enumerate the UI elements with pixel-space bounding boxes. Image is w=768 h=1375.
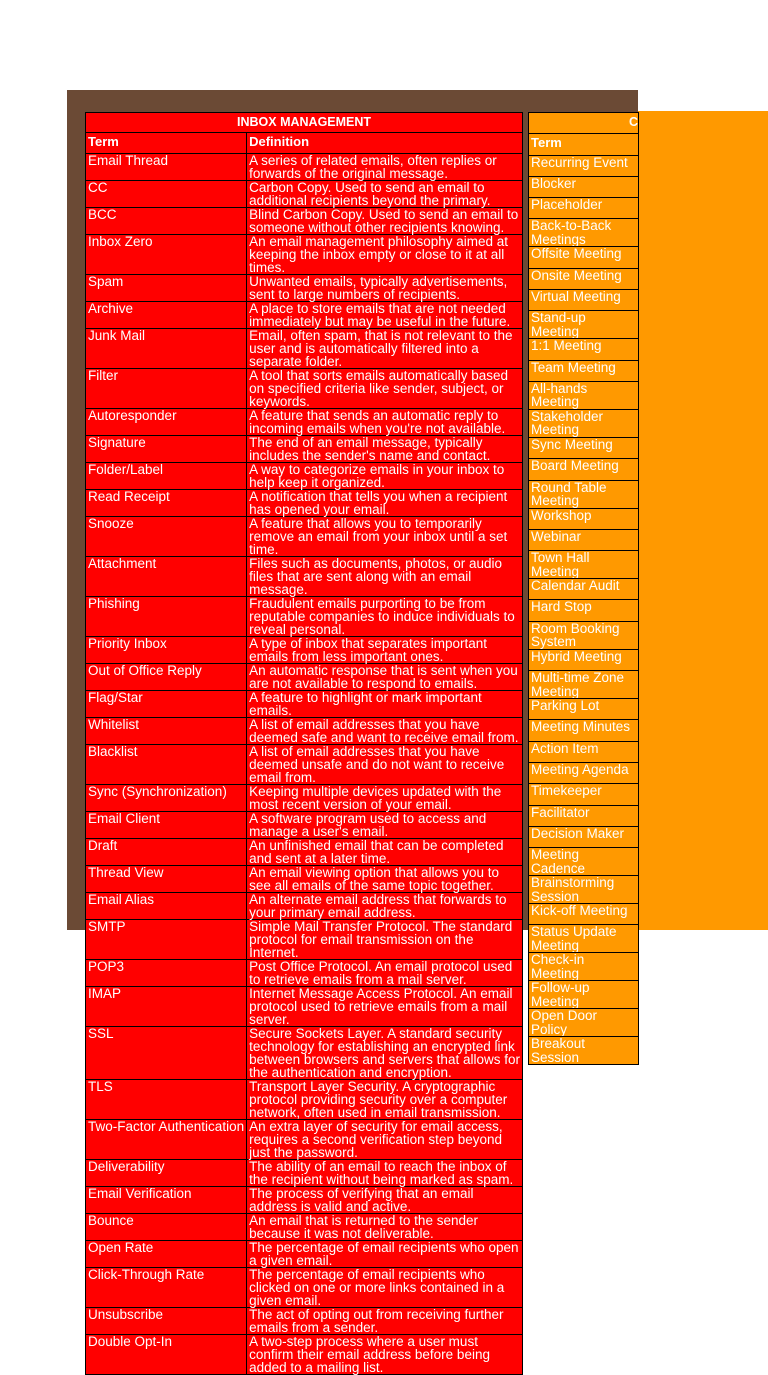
- term-cell: Bounce: [86, 1214, 247, 1241]
- meeting-term-cell: Calendar Audit: [529, 579, 639, 600]
- meeting-term-cell: Brainstorming Session: [529, 876, 639, 904]
- table-row: [86, 785, 523, 812]
- term-cell: Out of Office Reply: [86, 664, 247, 691]
- table-row: [529, 529, 639, 550]
- meeting-term-cell: Hybrid Meeting: [529, 649, 639, 670]
- table-row: [86, 1308, 523, 1335]
- meeting-term-cell: Stakeholder Meeting: [529, 409, 639, 437]
- meeting-term-cell: Sync Meeting: [529, 437, 639, 458]
- meeting-term-cell: Team Meeting: [529, 360, 639, 381]
- meeting-term-cell: All-hands Meeting: [529, 381, 639, 409]
- table-row: [529, 720, 639, 741]
- table-row: [529, 155, 639, 176]
- table-row: [529, 409, 639, 437]
- term-column-header: Term: [86, 133, 247, 154]
- table-row: [86, 597, 523, 637]
- table-row: [529, 784, 639, 805]
- definition-cell: Secure Sockets Layer. A standard security technology for establishing an encrypted link between browsers and servers that allows for the authentication and encryption.: [247, 1027, 523, 1080]
- table-row: [86, 987, 523, 1027]
- table-row: [86, 960, 523, 987]
- table-row: [86, 275, 523, 302]
- table-row: [529, 1037, 639, 1065]
- definition-cell: A tool that sorts emails automatically based on specified criteria like sender, subject, or keywords.: [247, 369, 523, 409]
- meeting-term-cell: Webinar: [529, 529, 639, 550]
- table-row: [529, 671, 639, 699]
- meeting-term-cell: Check-in Meeting: [529, 953, 639, 981]
- table-row: [86, 691, 523, 718]
- meeting-term-cell: Decision Maker: [529, 826, 639, 847]
- table-row: [529, 381, 639, 409]
- term-cell: IMAP: [86, 987, 247, 1027]
- definition-cell: A two-step process where a user must confirm their email address before being added to a mailing list.: [247, 1335, 523, 1375]
- table-row: [86, 866, 523, 893]
- table-row: [529, 621, 639, 649]
- definition-cell: Transport Layer Security. A cryptographic protocol providing security over a computer network, often used in email transmission.: [247, 1080, 523, 1120]
- term-cell: Draft: [86, 839, 247, 866]
- term-cell: Thread View: [86, 866, 247, 893]
- table-row: [86, 490, 523, 517]
- definition-cell: A feature that sends an automatic reply to incoming emails when you're not available.: [247, 409, 523, 436]
- definition-cell: Post Office Protocol. An email protocol used to retrieve emails from a mail server.: [247, 960, 523, 987]
- term-cell: Snooze: [86, 517, 247, 557]
- term-cell: SMTP: [86, 920, 247, 960]
- definition-cell: Files such as documents, photos, or audio files that are sent along with an email message.: [247, 557, 523, 597]
- term-cell: TLS: [86, 1080, 247, 1120]
- table-row: [86, 1187, 523, 1214]
- definition-cell: The act of opting out from receiving further emails from a sender.: [247, 1308, 523, 1335]
- definition-cell: An unfinished email that can be completed and sent at a later time.: [247, 839, 523, 866]
- table-row: [529, 198, 639, 219]
- definition-cell: A way to categorize emails in your inbox to help keep it organized.: [247, 463, 523, 490]
- meeting-term-cell: Room Booking System: [529, 621, 639, 649]
- table-row: [86, 1120, 523, 1160]
- table-row: [529, 876, 639, 904]
- meetings-term-column-header: Term: [529, 134, 639, 155]
- table-row: [529, 826, 639, 847]
- definition-cell: The end of an email message, typically includes the sender's name and contact.: [247, 436, 523, 463]
- term-cell: Sync (Synchronization): [86, 785, 247, 812]
- table-row: [529, 762, 639, 783]
- table-row: [529, 649, 639, 670]
- table-row: [86, 839, 523, 866]
- meeting-term-cell: Parking Lot: [529, 699, 639, 720]
- table-row: [529, 360, 639, 381]
- term-cell: Deliverability: [86, 1160, 247, 1187]
- definition-cell: A type of inbox that separates important emails from less important ones.: [247, 637, 523, 664]
- term-cell: Folder/Label: [86, 463, 247, 490]
- table-row: [529, 339, 639, 360]
- table-row: [86, 1027, 523, 1080]
- meeting-term-cell: Facilitator: [529, 805, 639, 826]
- table-row: [86, 893, 523, 920]
- meeting-term-cell: Board Meeting: [529, 459, 639, 480]
- table-row: [86, 1241, 523, 1268]
- definition-cell: A list of email addresses that you have deemed unsafe and do not want to receive email from.: [247, 745, 523, 785]
- table-row: [86, 154, 523, 181]
- table-row: [86, 1160, 523, 1187]
- definition-cell: A notification that tells you when a recipient has opened your email.: [247, 490, 523, 517]
- term-cell: Signature: [86, 436, 247, 463]
- definition-cell: Carbon Copy. Used to send an email to additional recipients beyond the primary.: [247, 181, 523, 208]
- table-row: [529, 268, 639, 289]
- table-row: [86, 369, 523, 409]
- term-cell: Spam: [86, 275, 247, 302]
- meetings-table-title: C: [529, 113, 639, 134]
- term-cell: Attachment: [86, 557, 247, 597]
- meeting-term-cell: 1:1 Meeting: [529, 339, 639, 360]
- table-row: [529, 290, 639, 311]
- definition-cell: Unwanted emails, typically advertisements, sent to large numbers of recipients.: [247, 275, 523, 302]
- term-cell: Click-Through Rate: [86, 1268, 247, 1308]
- term-cell: Open Rate: [86, 1241, 247, 1268]
- definition-cell: Blind Carbon Copy. Used to send an email to someone without other recipients knowing.: [247, 208, 523, 235]
- table-row: [529, 981, 639, 1009]
- table-row: [529, 176, 639, 197]
- table-row: [529, 311, 639, 339]
- term-cell: SSL: [86, 1027, 247, 1080]
- table-row: [86, 235, 523, 275]
- definition-cell: An automatic response that is sent when you are not available to respond to emails.: [247, 664, 523, 691]
- term-cell: Archive: [86, 302, 247, 329]
- definition-cell: An email that is returned to the sender because it was not deliverable.: [247, 1214, 523, 1241]
- meeting-term-cell: Hard Stop: [529, 600, 639, 621]
- table-row: [86, 329, 523, 369]
- term-cell: Inbox Zero: [86, 235, 247, 275]
- table-row: [529, 741, 639, 762]
- term-cell: Phishing: [86, 597, 247, 637]
- definition-cell: The percentage of email recipients who open a given email.: [247, 1241, 523, 1268]
- table-row: [529, 437, 639, 458]
- definition-cell: An email management philosophy aimed at keeping the inbox empty or close to it at all times.: [247, 235, 523, 275]
- meeting-term-cell: Back-to-Back Meetings: [529, 219, 639, 247]
- definition-cell: An alternate email address that forwards to your primary email address.: [247, 893, 523, 920]
- table-row: [529, 699, 639, 720]
- definition-cell: The percentage of email recipients who clicked on one or more links contained in a given email.: [247, 1268, 523, 1308]
- meeting-term-cell: Offsite Meeting: [529, 247, 639, 268]
- calendar-panel-background: [638, 111, 768, 930]
- definition-cell: Email, often spam, that is not relevant to the user and is automatically filtered into a separate folder.: [247, 329, 523, 369]
- definition-cell: Keeping multiple devices updated with the most recent version of your email.: [247, 785, 523, 812]
- meeting-term-cell: Meeting Agenda: [529, 762, 639, 783]
- table-row: [86, 812, 523, 839]
- definition-cell: A series of related emails, often replies or forwards of the original message.: [247, 154, 523, 181]
- meetings-table: [528, 112, 639, 1065]
- table-row: [529, 925, 639, 953]
- table-row: [86, 409, 523, 436]
- table-row: [529, 480, 639, 508]
- table-row: [529, 953, 639, 981]
- definition-column-header: Definition: [247, 133, 523, 154]
- meeting-term-cell: Stand-up Meeting: [529, 311, 639, 339]
- table-row: [529, 1009, 639, 1037]
- table-row: [86, 181, 523, 208]
- table-row: [529, 459, 639, 480]
- meeting-term-cell: Workshop: [529, 508, 639, 529]
- term-cell: Read Receipt: [86, 490, 247, 517]
- definition-cell: Internet Message Access Protocol. An email protocol used to retrieve emails from a mail server.: [247, 987, 523, 1027]
- meeting-term-cell: Open Door Policy: [529, 1009, 639, 1037]
- table-row: [86, 302, 523, 329]
- table-row: [529, 247, 639, 268]
- table-row: [86, 517, 523, 557]
- definition-cell: Fraudulent emails purporting to be from reputable companies to induce individuals to reveal personal.: [247, 597, 523, 637]
- meeting-term-cell: Action Item: [529, 741, 639, 762]
- meeting-term-cell: Timekeeper: [529, 784, 639, 805]
- table-row: [86, 557, 523, 597]
- meeting-term-cell: Meeting Minutes: [529, 720, 639, 741]
- table-row: [86, 1335, 523, 1375]
- definition-cell: Simple Mail Transfer Protocol. The standard protocol for email transmission on the Internet.: [247, 920, 523, 960]
- table-row: [529, 805, 639, 826]
- inbox-management-table: [85, 112, 523, 1375]
- meeting-term-cell: Blocker: [529, 176, 639, 197]
- table-row: [529, 600, 639, 621]
- table-row: [529, 904, 639, 925]
- table-row: [529, 848, 639, 876]
- table-row: [529, 579, 639, 600]
- table-row: [529, 551, 639, 579]
- table-row: [86, 1080, 523, 1120]
- definition-cell: An email viewing option that allows you to see all emails of the same topic together.: [247, 866, 523, 893]
- meeting-term-cell: Status Update Meeting: [529, 925, 639, 953]
- definition-cell: A feature to highlight or mark important emails.: [247, 691, 523, 718]
- inbox-table-title: INBOX MANAGEMENT: [86, 113, 523, 133]
- meeting-term-cell: Town Hall Meeting: [529, 551, 639, 579]
- term-cell: Email Alias: [86, 893, 247, 920]
- term-cell: Filter: [86, 369, 247, 409]
- term-cell: Two-Factor Authentication: [86, 1120, 247, 1160]
- definition-cell: A place to store emails that are not needed immediately but may be useful in the future.: [247, 302, 523, 329]
- term-cell: Email Client: [86, 812, 247, 839]
- definition-cell: An extra layer of security for email access, requires a second verification step beyond just the password.: [247, 1120, 523, 1160]
- term-cell: Junk Mail: [86, 329, 247, 369]
- meeting-term-cell: Meeting Cadence: [529, 848, 639, 876]
- term-cell: Blacklist: [86, 745, 247, 785]
- definition-cell: A list of email addresses that you have deemed safe and want to receive email from.: [247, 718, 523, 745]
- table-row: [86, 637, 523, 664]
- meeting-term-cell: Breakout Session: [529, 1037, 639, 1065]
- meeting-term-cell: Onsite Meeting: [529, 268, 639, 289]
- table-row: [86, 208, 523, 235]
- term-cell: Flag/Star: [86, 691, 247, 718]
- term-cell: Unsubscribe: [86, 1308, 247, 1335]
- meeting-term-cell: Multi-time Zone Meeting: [529, 671, 639, 699]
- table-row: [86, 664, 523, 691]
- table-row: [86, 1214, 523, 1241]
- table-row: [529, 508, 639, 529]
- term-cell: Email Verification: [86, 1187, 247, 1214]
- definition-cell: A software program used to access and manage a user's email.: [247, 812, 523, 839]
- term-cell: Priority Inbox: [86, 637, 247, 664]
- definition-cell: The process of verifying that an email address is valid and active.: [247, 1187, 523, 1214]
- table-row: [529, 219, 639, 247]
- term-cell: POP3: [86, 960, 247, 987]
- definition-cell: A feature that allows you to temporarily remove an email from your inbox until a set time.: [247, 517, 523, 557]
- term-cell: Double Opt-In: [86, 1335, 247, 1375]
- table-row: [86, 745, 523, 785]
- meeting-term-cell: Kick-off Meeting: [529, 904, 639, 925]
- term-cell: Email Thread: [86, 154, 247, 181]
- table-row: [86, 436, 523, 463]
- definition-cell: The ability of an email to reach the inbox of the recipient without being marked as spam.: [247, 1160, 523, 1187]
- meeting-term-cell: Round Table Meeting: [529, 480, 639, 508]
- table-row: [86, 920, 523, 960]
- term-cell: CC: [86, 181, 247, 208]
- term-cell: BCC: [86, 208, 247, 235]
- table-row: [86, 718, 523, 745]
- term-cell: Autoresponder: [86, 409, 247, 436]
- table-row: [86, 463, 523, 490]
- meeting-term-cell: Follow-up Meeting: [529, 981, 639, 1009]
- meeting-term-cell: Recurring Event: [529, 155, 639, 176]
- meeting-term-cell: Placeholder: [529, 198, 639, 219]
- table-row: [86, 1268, 523, 1308]
- term-cell: Whitelist: [86, 718, 247, 745]
- meeting-term-cell: Virtual Meeting: [529, 290, 639, 311]
